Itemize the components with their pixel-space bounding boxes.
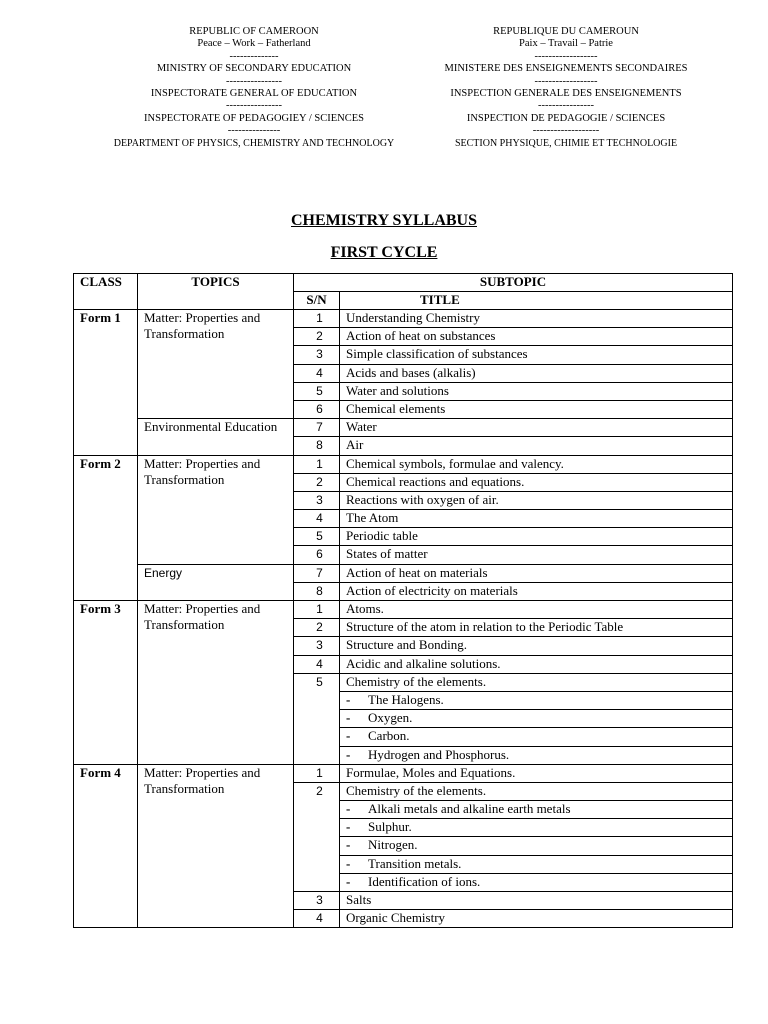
subitem-cell (340, 837, 733, 855)
title-cell: Understanding Chemistry (340, 310, 733, 328)
subitem-cell (340, 855, 733, 873)
sn-cell: 8 (294, 437, 340, 455)
sn-cell: 1 (294, 764, 340, 782)
header-line: DEPARTMENT OF PHYSICS, CHEMISTRY AND TECHNOLOGY (113, 137, 395, 149)
header-line: SECTION PHYSIQUE, CHIMIE ET TECHNOLOGIE (454, 137, 678, 149)
title-cell: Chemical reactions and equations. (340, 473, 733, 491)
topic-cell: Energy (138, 564, 294, 600)
document-title: CHEMISTRY SYLLABUS (291, 212, 477, 229)
subitem-text: Sulphur. (368, 819, 412, 835)
class-cell: Form 1 (74, 310, 138, 456)
title-cell: The Atom (340, 510, 733, 528)
header-line: ------------------- (532, 125, 600, 137)
bullet-dash: - (346, 855, 351, 871)
bullet-dash: - (346, 873, 351, 889)
sn-cell: 2 (294, 619, 340, 637)
sn-cell: 2 (294, 473, 340, 491)
subtopic-column-header: SUBTOPIC (294, 274, 733, 292)
header-line: --------------- (227, 125, 281, 137)
title-cell: Chemical elements (340, 400, 733, 418)
bullet-dash: - (346, 801, 351, 817)
topic-cell: Matter: Properties and Transformation (138, 601, 294, 765)
title-cell: Action of heat on substances (340, 328, 733, 346)
bullet-dash: - (346, 746, 351, 762)
header-line: ------------------ (534, 75, 598, 87)
bullet-dash: - (346, 728, 351, 744)
sn-cell: 7 (294, 564, 340, 582)
header-line: Paix – Travail – Patrie (519, 38, 613, 50)
title-cell: Acidic and alkaline solutions. (340, 655, 733, 673)
sn-cell: 5 (294, 382, 340, 400)
header-line: ---------------- (226, 100, 282, 112)
title-cell: Action of heat on materials (340, 564, 733, 582)
header-line: REPUBLIQUE DU CAMEROUN (493, 26, 639, 37)
title-cell: Structure of the atom in relation to the Periodic Table (340, 619, 733, 637)
table-row (74, 455, 733, 473)
bullet-dash: - (346, 837, 351, 853)
subitem-cell (340, 873, 733, 891)
sn-cell: 5 (294, 673, 340, 764)
header-line: ---------------- (226, 75, 282, 87)
sn-cell: 7 (294, 419, 340, 437)
sn-cell: 4 (294, 364, 340, 382)
sn-cell: 8 (294, 582, 340, 600)
subitem-cell (340, 746, 733, 764)
title-cell: Formulae, Moles and Equations. (340, 764, 733, 782)
table-row (74, 419, 733, 437)
table-row (74, 564, 733, 582)
sn-cell: 4 (294, 510, 340, 528)
title-cell: Simple classification of substances (340, 346, 733, 364)
header-line: ---------------- (538, 100, 594, 112)
header-line: INSPECTION GENERALE DES ENSEIGNEMENTS (450, 88, 682, 100)
title-cell: Organic Chemistry (340, 910, 733, 928)
title-cell: Water and solutions (340, 382, 733, 400)
sn-cell: 1 (294, 310, 340, 328)
sn-cell: 2 (294, 782, 340, 891)
sn-cell: 3 (294, 892, 340, 910)
header-right (416, 26, 716, 150)
subitem-text: Carbon. (368, 728, 410, 744)
header-left (104, 26, 404, 150)
sn-cell: 1 (294, 601, 340, 619)
sn-cell: 4 (294, 910, 340, 928)
header-line: MINISTERE DES ENSEIGNEMENTS SECONDAIRES (444, 63, 688, 75)
title-cell: Chemistry of the elements. (340, 782, 733, 800)
sn-cell: 6 (294, 400, 340, 418)
subitem-cell (340, 710, 733, 728)
bullet-dash: - (346, 710, 351, 726)
title-cell: Air (340, 437, 733, 455)
sn-cell: 1 (294, 455, 340, 473)
subitem-cell (340, 691, 733, 709)
table-header-row (74, 274, 733, 292)
sn-cell: 3 (294, 491, 340, 509)
class-cell: Form 4 (74, 764, 138, 928)
title-cell: Chemistry of the elements. (340, 673, 733, 691)
header-line: REPUBLIC OF CAMEROON (189, 26, 319, 37)
table-row (74, 764, 733, 782)
title-cell: Water (340, 419, 733, 437)
topics-column-header: TOPICS (138, 274, 294, 310)
sn-cell: 3 (294, 637, 340, 655)
sn-cell: 2 (294, 328, 340, 346)
title-cell: Chemical symbols, formulae and valency. (340, 455, 733, 473)
header-line: INSPECTION DE PEDAGOGIE / SCIENCES (466, 112, 666, 124)
class-cell: Form 3 (74, 601, 138, 765)
header-line: -------------- (229, 50, 279, 62)
bullet-dash: - (346, 819, 351, 835)
header-line: Peace – Work – Fatherland (197, 38, 311, 50)
subitem-text: Alkali metals and alkaline earth metals (368, 801, 571, 817)
subitem-text: Identification of ions. (368, 873, 481, 889)
title-cell: Periodic table (340, 528, 733, 546)
sn-cell: 4 (294, 655, 340, 673)
sn-cell: 6 (294, 546, 340, 564)
subitem-text: Hydrogen and Phosphorus. (368, 746, 510, 762)
subitem-text: Oxygen. (368, 710, 413, 726)
syllabus-table (73, 273, 733, 928)
title-cell: Reactions with oxygen of air. (340, 491, 733, 509)
subitem-cell (340, 801, 733, 819)
class-column-header: CLASS (74, 274, 138, 310)
header-line: INSPECTORATE GENERAL OF EDUCATION (150, 88, 358, 100)
table-row (74, 601, 733, 619)
subitem-cell (340, 728, 733, 746)
class-cell: Form 2 (74, 455, 138, 601)
topic-cell: Matter: Properties and Transformation (138, 455, 294, 564)
header-line: MINISTRY OF SECONDARY EDUCATION (156, 63, 352, 75)
title-cell: Acids and bases (alkalis) (340, 364, 733, 382)
title-cell: Salts (340, 892, 733, 910)
table-row (74, 310, 733, 328)
title-column-header: TITLE (340, 292, 733, 310)
sn-column-header: S/N (294, 292, 340, 310)
subitem-text: The Halogens. (368, 691, 444, 707)
topic-cell: Environmental Education (138, 419, 294, 455)
title-cell: States of matter (340, 546, 733, 564)
topic-cell: Matter: Properties and Transformation (138, 764, 294, 928)
header-line: INSPECTORATE OF PEDAGOGIEY / SCIENCES (144, 112, 364, 124)
subitem-text: Nitrogen. (368, 837, 418, 853)
subitem-cell (340, 819, 733, 837)
document-subtitle: FIRST CYCLE (330, 244, 438, 261)
sn-cell: 5 (294, 528, 340, 546)
sn-cell: 3 (294, 346, 340, 364)
topic-cell: Matter: Properties and Transformation (138, 310, 294, 419)
bullet-dash: - (346, 691, 351, 707)
header-line: ------------------ (534, 50, 598, 62)
title-cell: Atoms. (340, 601, 733, 619)
subitem-text: Transition metals. (368, 855, 462, 871)
title-cell: Structure and Bonding. (340, 637, 733, 655)
title-cell: Action of electricity on materials (340, 582, 733, 600)
